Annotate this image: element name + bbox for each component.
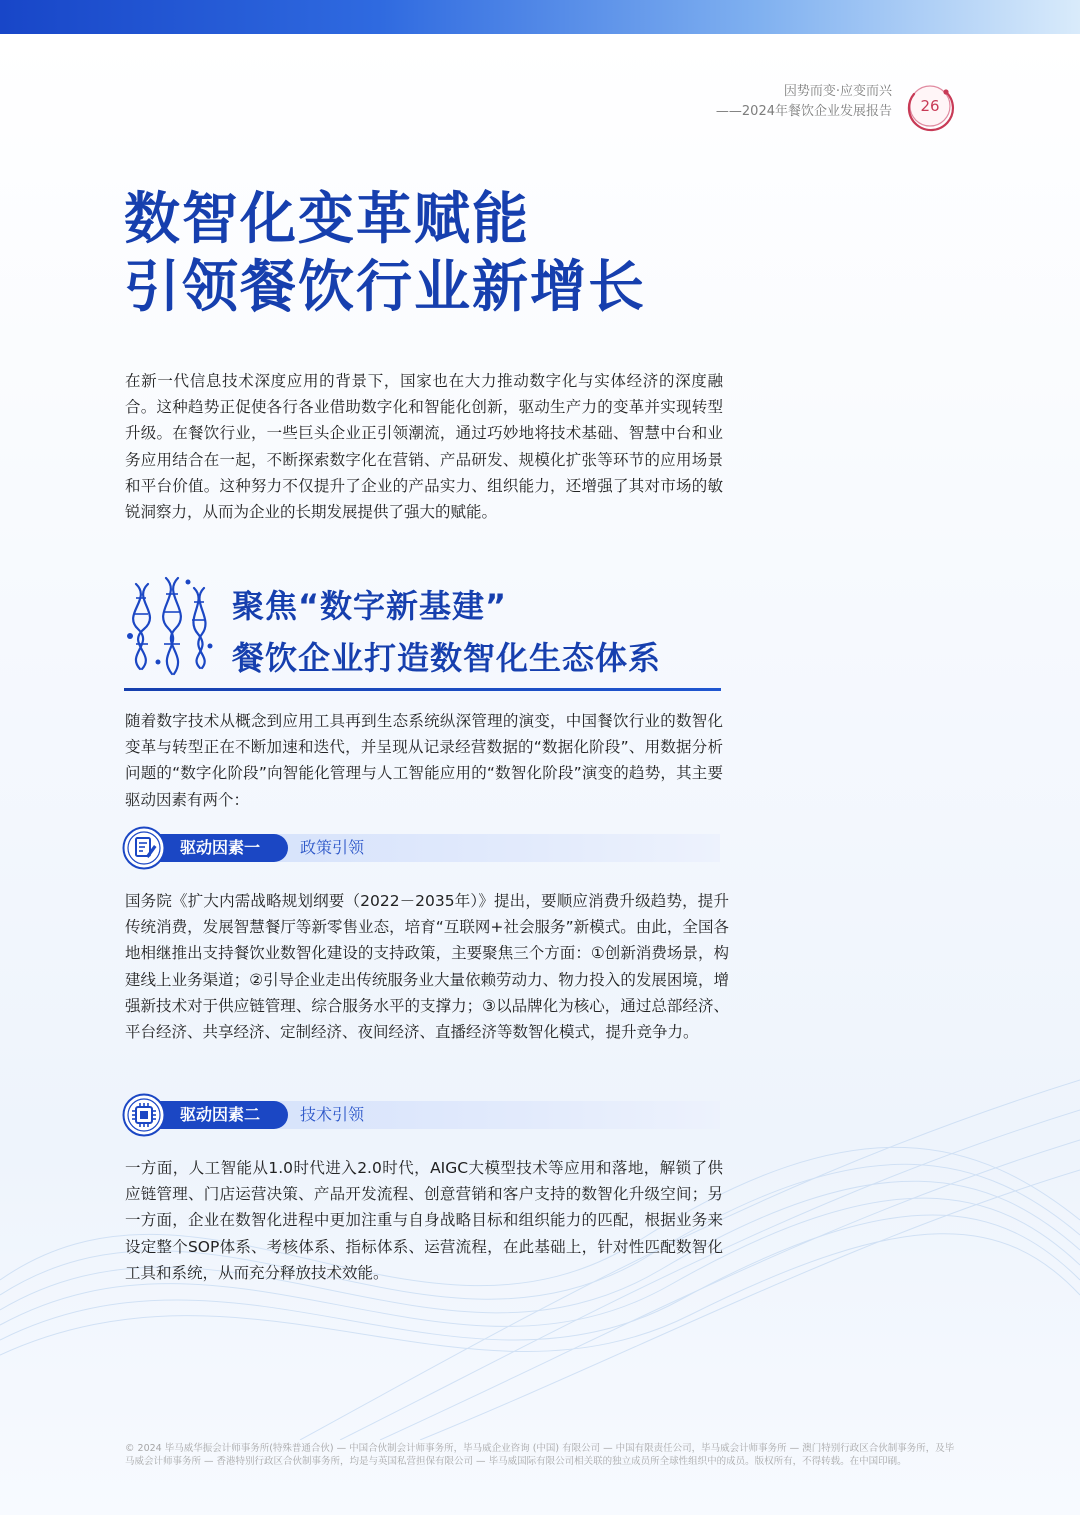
technology-paragraph: 一方面，人工智能从1.0时代进入2.0时代，AIGC大模型技术等应用和落地，解锁了供应链管理、门店运营决策、产品开发流程、创意营销和客户支持的数智化升级空间；另一方面，企业在数智化进程中更加注重与自身战略目标和组织能力的匹配，根据业务来设定整个SOP体系、考核体系、指标体系、运营流程，在此基础上，针对性匹配数智化工具和系统，从而充分释放技术效能。 (125, 1159, 723, 1282)
intro-paragraph: 在新一代信息技术深度应用的背景下，国家也在大力推动数字化与实体经济的深度融合。这种趋势正促使各行各业借助数字化和智能化创新，驱动生产力的变革并实现转型升级。在餐饮行业，一些巨头企业正引领潮流，通过巧妙地将技术基础、智慧中台和业务应用结合在一起，不断探索数字化在营销、产品研发、规模化扩张等环节的应用场景和平台价值。这种努力不仅提升了企业的产品实力、组织能力，还增强了其对市场的敏锐洞察力，从而为企业的长期发展提供了强大的赋能。 (125, 372, 723, 522)
main-title-line-2: 引领餐饮行业新增长 (124, 255, 646, 320)
trend-paragraph: 随着数字技术从概念到应用工具再到生态系统纵深管理的演变，中国餐饮行业的数智化变革与转型正在不断加速和迭代，并呈现从记录经营数据的“数据化阶段”、用数据分析问题的“数字化阶段”向智能化管理与人工智能应用的“数智化阶段”演变的趋势，其主要驱动因素有两个： (125, 712, 723, 809)
section-divider (124, 688, 721, 691)
copyright-footer: © 2024 毕马威华振会计师事务所(特殊普通合伙) — 中国合伙制会计师事务所，毕马威企业咨询 (中国) 有限公司 — 中国有限责任公司，毕马威会计师事务所 — 澳门特别行政区合伙制事务所，及毕马威会计师事务所 — 香港特别行政区合伙制事务所，均是与英国私营担保有限公司 — 毕马威国际有限公司相关联的独立成员所全球性组织中的成员。版权所有，不得转载。在中国印刷。 (125, 1443, 955, 1467)
policy-paragraph: 国务院《扩大内需战略规划纲要（2022－2035年）》提出，要顺应消费升级趋势，提升传统消费，发展智慧餐厅等新零售业态，培育“互联网+社会服务”新模式。由此，全国各地相继推出支持餐饮业数智化建设的支持政策，主要聚焦三个方面：①创新消费场景，构建线上业务渠道；②引导企业走出传统服务业大量依赖劳动力、物力投入的发展困境，增强新技术对于供应链管理、综合服务水平的支撑力；③以品牌化为核心，通过总部经济、平台经济、共享经济、定制经济、夜间经济、直播经济等数智化模式，提升竞争力。 (125, 892, 729, 1042)
dna-helix-icon (122, 574, 214, 680)
factor-sublabel: 技术引领 (300, 1105, 365, 1124)
report-header (716, 82, 892, 122)
header-line-2: ——2024年餐饮企业发展报告 (715, 104, 892, 119)
factor-banner-tech (122, 1093, 722, 1137)
factor-label: 驱动因素二 (180, 1105, 261, 1124)
factor-label: 驱动因素一 (180, 838, 261, 857)
chip-icon (122, 1093, 166, 1137)
main-title-line-1: 数智化变革赋能 (124, 187, 530, 252)
top-gradient-band (0, 0, 1080, 34)
factor-sublabel: 政策引领 (300, 838, 365, 857)
factor-banner-policy (122, 826, 722, 870)
section-title-line-2: 餐饮企业打造数智化生态体系 (232, 639, 662, 677)
page-number: 26 (920, 97, 940, 115)
section-title (232, 580, 661, 684)
section-title-line-1: 聚焦“数字新基建” (232, 587, 508, 625)
header-line-1: 因势而变·应变而兴 (783, 84, 892, 99)
document-pen-icon (122, 826, 166, 870)
main-title (124, 186, 646, 322)
